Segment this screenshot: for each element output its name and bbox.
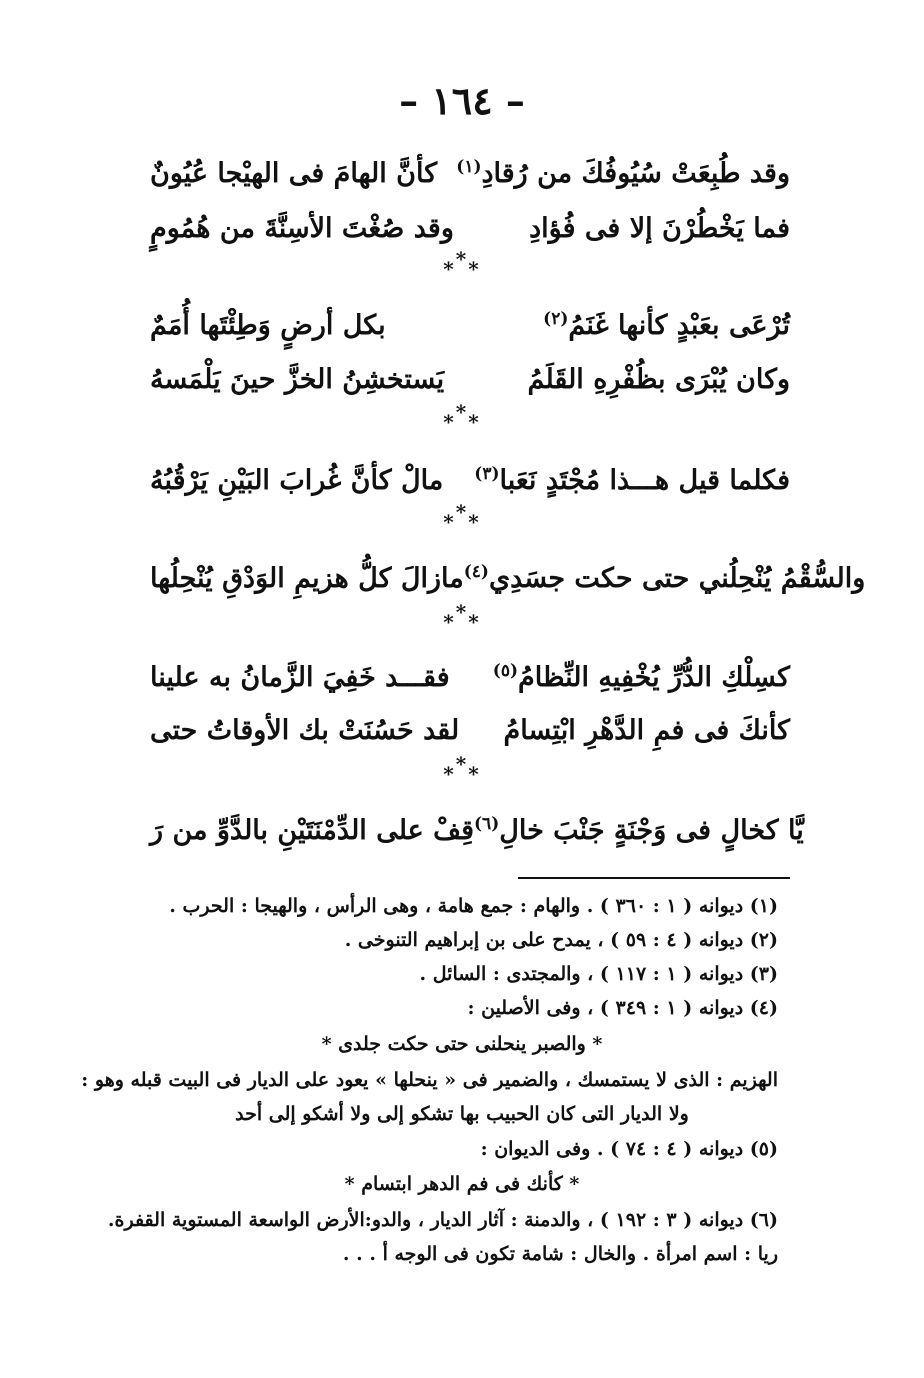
verse-second-hemistich: تُرْعَى بعَبْدٍ كأنها غَنَمُ$^{(٢)}$ bbox=[543, 309, 790, 341]
footnote: (٥) ديوانه ( ٤ : ٧٤ ) . وفى الديوان : bbox=[480, 1138, 778, 1160]
footnote-divider bbox=[518, 877, 790, 879]
footnote: (٢) ديوانه ( ٤ : ٥٩ ) ، يمدح على بن إبراهيم التنوخى . bbox=[344, 929, 778, 951]
footnote: (٤) ديوانه ( ١ : ٣٤٩ ) ، وفى الأصلين : bbox=[467, 997, 778, 1019]
verse-first-hemistich: فقـــد خَفِيَ الزَّمانُ به علينا bbox=[150, 661, 450, 693]
footnote-quote: * والصبر ينحلنى حتى حكت جلدى * bbox=[321, 1033, 603, 1055]
footnote: ريا : اسم امرأة . والخال : شامة تكون فى الوجه أ . . . bbox=[342, 1243, 778, 1265]
footnote-ref: (٤) bbox=[463, 562, 489, 582]
verse-line bbox=[150, 652, 790, 702]
footnote-ref: (٦) bbox=[474, 814, 500, 834]
footnote: (٦) ديوانه ( ٣ : ١٩٢ ) ، والدمنة : آثار الديار ، والدو:الأرض الواسعة المستوية القفرة. bbox=[107, 1209, 778, 1231]
verse-first-hemistich: لقد حَسُنَتْ بك الأوقاتُ حتى bbox=[150, 714, 460, 746]
footnote-quote: ولا الديار التى كان الحبيب بها تشكو إلى ولا أشكو إلى أحد bbox=[235, 1103, 689, 1125]
verse-line bbox=[150, 300, 790, 350]
separator-stars: *** bbox=[443, 400, 481, 434]
verse-second-hemistich: فما يَخْطُرْنَ إلا فى فُؤادِ bbox=[529, 212, 790, 244]
separator-stars: *** bbox=[443, 752, 481, 786]
verse-second-hemistich: فكلما قيل هـــذا مُجْتَدٍ نَعَبا$^{(٣)}$ bbox=[474, 464, 790, 496]
footnote-ref: (١) bbox=[456, 157, 482, 177]
page-number: – ١٦٤ – bbox=[399, 78, 525, 123]
verse-line bbox=[150, 705, 790, 755]
verse-first-hemistich: وقد صُغْتَ الأسِنَّةَ من هُمُومٍ bbox=[150, 212, 454, 244]
footnote: الهزيم : الذى لا يستمسك ، والضمير فى « ينحلها » يعود على الديار فى البيت قبله وهو : bbox=[81, 1069, 778, 1091]
verse-line bbox=[150, 354, 790, 404]
footnote-ref: (٢) bbox=[543, 309, 569, 329]
verse-first-hemistich: يَستخشِنُ الخزَّ حينَ يَلْمَسهُ bbox=[150, 363, 445, 395]
verse-line bbox=[150, 455, 790, 505]
verse-second-hemistich: وقد طُبِعَتْ سُيُوفُكَ من رُقادِ$^{(١)}$ bbox=[456, 157, 790, 189]
footnote: (٣) ديوانه ( ١ : ١١٧ ) ، والمجتدى : السائل . bbox=[419, 963, 778, 985]
footnote-ref: (٣) bbox=[474, 464, 500, 484]
verse-second-hemistich: كسِلْكِ الدُّرِّ يُخْفِيهِ النِّظامُ$^{(٥)}$ bbox=[492, 661, 790, 693]
verse-second-hemistich: يَّا كخالٍ فى وَجْنَةٍ جَنْبَ خالِ$^{(٦)}$ bbox=[474, 814, 804, 846]
verse-line bbox=[150, 805, 804, 855]
separator-stars: *** bbox=[443, 500, 481, 534]
verse-second-hemistich: وكان يُبْرَى بظُفْرِهِ القَلَمُ bbox=[527, 363, 790, 395]
verse-line bbox=[150, 148, 790, 198]
verse-first-hemistich: مازالَ كلُّ هزيمِ الوَدْقِ يُنْحِلُها bbox=[150, 562, 464, 594]
footnote: (١) ديوانه ( ١ : ٣٦٠ ) . والهام : جمع هامة ، وهى الرأس ، والهيجا : الحرب . bbox=[169, 895, 778, 917]
verse-second-hemistich: كأنكَ فى فمِ الدَّهْرِ ابْتِسامُ bbox=[503, 714, 790, 746]
separator-stars: *** bbox=[443, 247, 481, 281]
separator-stars: *** bbox=[443, 600, 481, 634]
verse-first-hemistich: بكل أرضٍ وَطِئْتَها أُمَمٌ bbox=[150, 309, 386, 341]
verse-first-hemistich: قِفْ على الدِّمْنَتَيْنِ بالدَّوِّ من رَ bbox=[150, 814, 474, 846]
footnote-quote: * كأنك فى فم الدهر ابتسام * bbox=[344, 1173, 580, 1195]
footnote-ref: (٥) bbox=[492, 661, 519, 681]
verse-line bbox=[150, 203, 790, 253]
verse-second-hemistich: والسُّقْمُ يُنْحِلُني حتى حكت جسَدِي$^{(٤)}$ bbox=[463, 562, 866, 594]
verse-first-hemistich: مالْ كأنَّ غُرابَ البَيْنِ يَرْقُبُهُ bbox=[150, 464, 444, 496]
verse-first-hemistich: كأنَّ الهامَ فى الهيْجا عُيُونٌ bbox=[150, 157, 438, 189]
verse-line bbox=[150, 553, 866, 603]
